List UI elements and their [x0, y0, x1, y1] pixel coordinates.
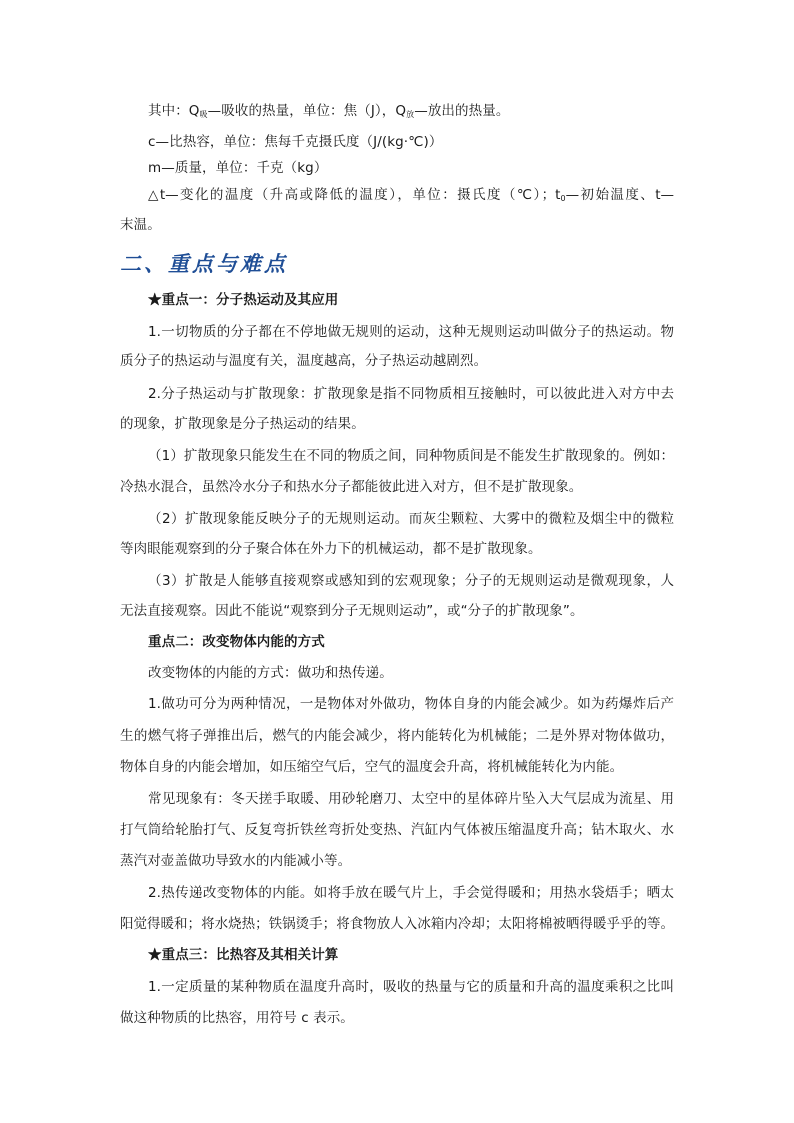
definition-q: 其中：$Q_吸—$吸收的热量，单位：焦（J），$Q_放—$放出的热量。: [148, 103, 510, 119]
key1-p3-line2: 冷热水混合，虽然冷水分子和热水分子都能彼此进入对方，但不是扩散现象。: [120, 479, 583, 495]
definition-dt-cont: 末温。: [120, 217, 161, 233]
key2-p1-line2: 生的燃气将子弹推出后，燃气的内能会减少，将内能转化为机械能；二是外界对物体做功，: [120, 728, 674, 744]
key2-p1-line3: 物体自身的内能会增加，如压缩空气后，空气的温度会升高，将机械能转化为内能。: [120, 759, 624, 775]
key1-p4-line2: 等肉眼能观察到的分子聚合体在外力下的机械运动，都不是扩散现象。: [120, 541, 542, 557]
key1-p1-line2: 质分子的热运动与温度有关，温度越高，分子热运动越剧烈。: [120, 353, 488, 369]
key2-p2-line1: 常见现象有：冬天搓手取暖、用砂轮磨刀、太空中的星体碎片坠入大气层成为流星、用: [148, 791, 674, 807]
key1-p2-line1: 2.分子热运动与扩散现象：扩散现象是指不同物质相互接触时，可以彼此进入对方中去: [148, 386, 674, 402]
definition-dt: △t—变化的温度（升高或降低的温度），单位：摄氏度（℃）；$t_0—$初始温度、t—: [148, 187, 674, 203]
definition-m: m—质量，单位：千克（kg）: [148, 160, 328, 176]
key1-p3-line1: （1）扩散现象只能发生在不同的物质之间，同种物质间是不能发生扩散现象的。例如：: [148, 448, 674, 464]
key2-p3-line2: 阳觉得暖和；将水烧热；铁锅烫手；将食物放人入冰箱内冷却；太阳将棉被晒得暖乎乎的等。: [120, 916, 674, 932]
key1-p4-line1: （2）扩散现象能反映分子的无规则运动。而灰尘颗粒、大雾中的微粒及烟尘中的微粒: [148, 511, 674, 527]
key2-p2-line3: 蒸汽对壶盖做功导致水的内能减小等。: [120, 853, 352, 869]
key3-p1-line2: 做这种物质的比热容，用符号 c 表示。: [120, 1010, 354, 1026]
key3-title: ★重点三：比热容及其相关计算: [148, 947, 339, 963]
key2-intro: 改变物体的内能的方式：做功和热传递。: [148, 665, 393, 681]
key2-title: 重点二：改变物体内能的方式: [148, 634, 325, 650]
key1-title: ★重点一：分子热运动及其应用: [148, 292, 339, 308]
section-heading: 二、重点与难点: [120, 251, 288, 276]
key2-p2-line2: 打气筒给轮胎打气、反复弯折铁丝弯折处变热、汽缸内气体被压缩温度升高；钻木取火、水: [120, 822, 674, 838]
definition-c: c—比热容，单位：焦每千克摄氏度（J/(kg·℃)）: [148, 134, 443, 150]
key2-p3-line1: 2.热传递改变物体的内能。如将手放在暖气片上，手会觉得暖和；用热水袋焐手；晒太: [148, 885, 674, 901]
key1-p1-line1: 1.一切物质的分子都在不停地做无规则的运动，这种无规则运动叫做分子的热运动。物: [148, 324, 674, 340]
key3-p1-line1: 1.一定质量的某种物质在温度升高时，吸收的热量与它的质量和升高的温度乘积之比叫: [148, 979, 674, 995]
key2-p1-line1: 1.做功可分为两种情况，一是物体对外做功，物体自身的内能会减少。如为药爆炸后产: [148, 696, 674, 712]
key1-p2-line2: 的现象，扩散现象是分子热运动的结果。: [120, 416, 365, 432]
key1-p5-line1: （3）扩散是人能够直接观察或感知到的宏观现象；分子的无规则运动是微观现象，人: [148, 573, 674, 589]
key1-p5-line2: 无法直接观察。因此不能说“观察到分子无规则运动”，或“分子的扩散现象”。: [120, 603, 584, 619]
